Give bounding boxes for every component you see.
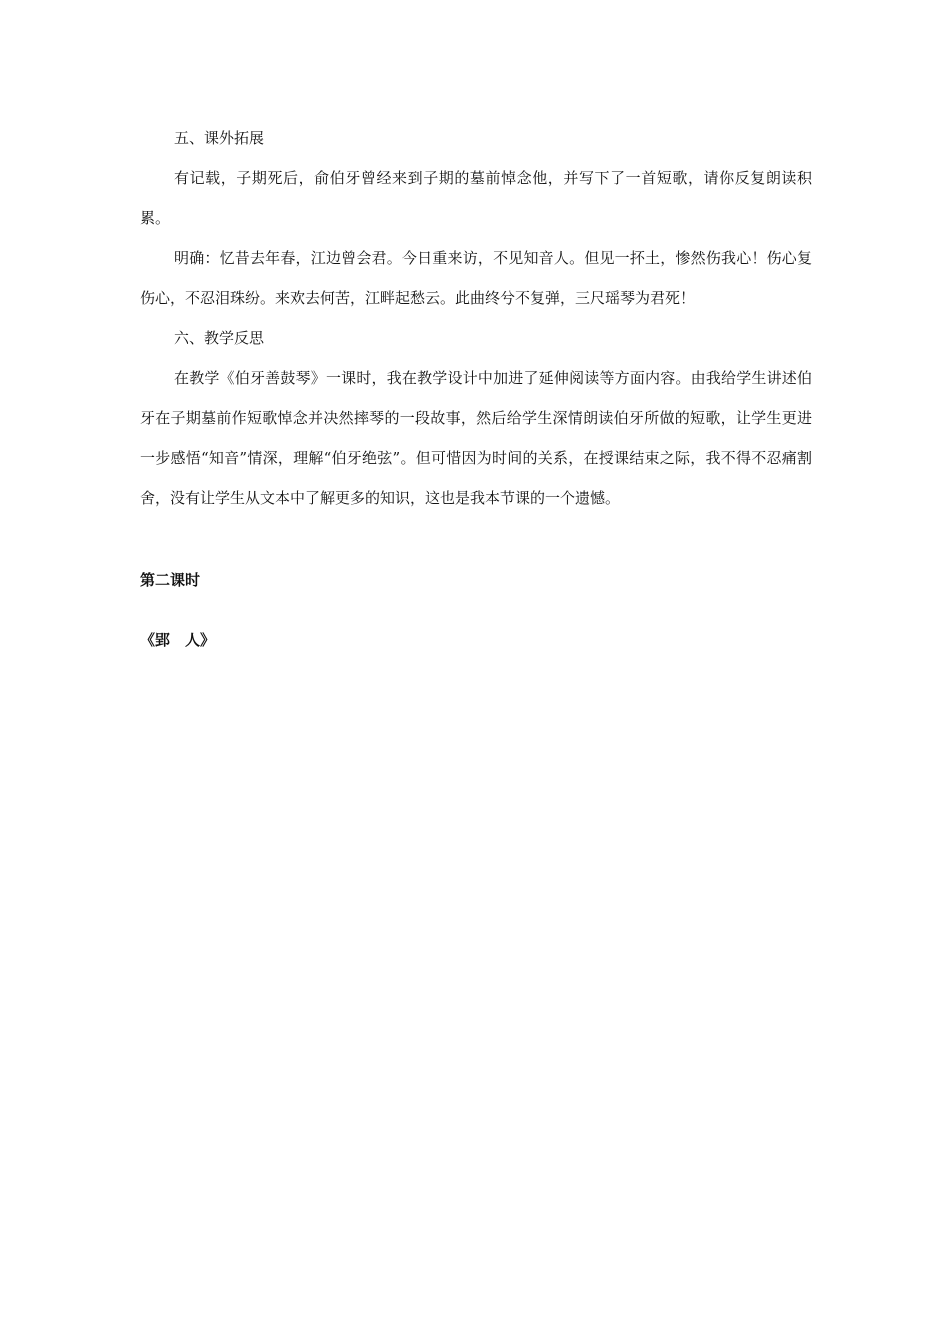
paragraph-record: 有记载，子期死后，俞伯牙曾经来到子期的墓前悼念他，并写下了一首短歌，请你反复朗读积累。: [140, 169, 812, 227]
text-title: 《郢 人》: [140, 631, 216, 649]
lesson-title: 第二课时: [140, 571, 201, 589]
document-page: [140, 118, 812, 652]
paragraph-poem: 明确：忆昔去年春，江边曾会君。今日重来访，不见知音人。但见一抔土，惨然伤我心！伤心复伤心，不忍泪珠纷。来欢去何苦，江畔起愁云。此曲终兮不复弹，三尺瑶琴为君死！: [140, 249, 812, 307]
spacer: [140, 592, 812, 628]
paragraph-reflection: 在教学《伯牙善鼓琴》一课时，我在教学设计中加进了延伸阅读等方面内容。由我给学生讲述伯牙在子期墓前作短歌悼念并决然摔琴的一段故事，然后给学生深情朗读伯牙所做的短歌，让学生更进一步感悟“知音”情深，理解“伯牙绝弦”。但可惜因为时间的关系，在授课结束之际，我不得不忍痛割舍，没有让学生从文本中了解更多的知识，这也是我本节课的一个遗憾。: [140, 369, 812, 507]
section-heading-extension: 五、课外拓展: [174, 129, 265, 147]
section-heading-reflection: 六、教学反思: [174, 329, 265, 347]
spacer: [140, 518, 812, 568]
